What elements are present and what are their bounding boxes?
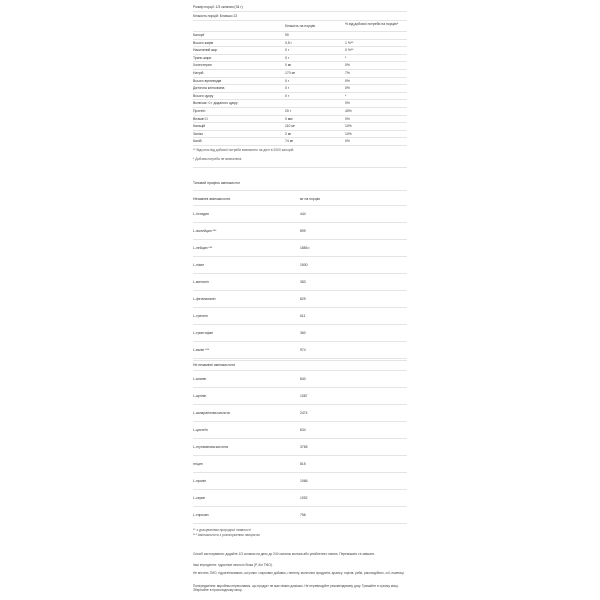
divider: [193, 205, 407, 206]
divider: [193, 69, 407, 70]
divider: [193, 92, 407, 93]
nutrition-footnote: * Добова потреба не визначена.: [193, 157, 243, 161]
divider: [193, 31, 407, 32]
nutrient-name: Вітамін D: [193, 116, 208, 121]
amino-amount: 756: [300, 513, 306, 517]
amino-amount: 444: [300, 212, 306, 216]
nutrient-daily-value: 10%: [345, 124, 352, 129]
warning-text: Попередження: виробник переконався, що продукт не має ніяких домішок. Не перевищуйте рекомендовану дозу. Тримайте в сухому місці. Зберігайте в прохолодному місці.: [193, 584, 399, 592]
divider: [193, 438, 407, 439]
nutrient-daily-value: 0%: [345, 86, 350, 91]
serving-count: Кількість порцій: Близько 22: [193, 14, 238, 18]
amino-col-name: Незамінні амінокислоти: [193, 197, 231, 201]
divider: [193, 54, 407, 55]
amino-name: L-пролін: [193, 479, 207, 483]
divider: [193, 273, 407, 274]
nutrient-name: Кальцій: [193, 124, 206, 129]
nutrient-amount: 2 мг: [285, 131, 292, 136]
amino-amount: 829: [300, 297, 306, 301]
nutrient-amount: 170 мг: [285, 71, 296, 75]
nutrient-daily-value: 1 %**: [345, 40, 354, 45]
divider: [193, 11, 407, 12]
divider: [193, 46, 407, 47]
nutrition-col-daily: % від добової потреби на порцію*: [345, 22, 399, 26]
divider: [193, 341, 407, 342]
nutrient-name: Холестерин: [193, 63, 212, 68]
nutrition-col-amount: Кількість на порцію: [285, 24, 316, 28]
amino-amount: 383: [300, 280, 306, 284]
divider: [193, 421, 407, 422]
nutrient-daily-value: 0%: [345, 101, 350, 106]
amino-amount: 1856 г.: [300, 246, 311, 250]
amino-name: L-лейцин ***: [193, 246, 213, 250]
divider: [193, 523, 407, 524]
nutrient-name: Всього жирів: [193, 40, 214, 45]
divider: [193, 222, 407, 223]
divider: [193, 404, 407, 405]
divider: [193, 387, 407, 388]
amino-name: L-фенілаланін: [193, 297, 216, 301]
nutrient-daily-value: 40%: [345, 109, 352, 113]
amino-name: L-ізолейцин ***: [193, 229, 217, 233]
divider: [193, 145, 407, 146]
free-from-text: Не містить ГМО, гідрогенізованих, штучних і харчових добавок, глютену, молочних продуктів, арахісу, горіхів, риби, ракоподібних, сої, пшениці.: [193, 571, 405, 575]
divider: [193, 506, 407, 507]
nutrient-daily-value: 0%: [345, 116, 350, 121]
divider: [193, 122, 407, 123]
amino-name: L-триптофан: [193, 331, 214, 335]
nutrient-name: Включає: 0 г доданого цукру: [193, 101, 238, 106]
nutrient-name: Калій: [193, 139, 202, 144]
nutrient-name: Насичений жир: [193, 48, 218, 53]
divider: [193, 39, 407, 40]
amino-title: Типовий профіль амінокислот: [193, 181, 241, 185]
amino-amount: 840: [300, 377, 306, 381]
divider: [193, 239, 407, 240]
nutrient-daily-value: 0%: [345, 139, 350, 144]
amino-amount: 3765: [300, 445, 308, 449]
nutrient-amount: 0,5 г: [285, 40, 292, 45]
amino-name: L-гістидин: [193, 212, 209, 216]
serving-size: Розмір порції: 1/3 склянки (34 г): [193, 5, 243, 9]
amino-amount: 611: [300, 314, 306, 318]
divider: [193, 370, 407, 371]
divider: [193, 167, 407, 168]
divider: [193, 489, 407, 490]
nutrient-daily-value: 0%: [345, 63, 350, 68]
divider: [193, 290, 407, 291]
amino-name: L-аспарагінова кислота: [193, 411, 230, 415]
amino-name: гліцин: [193, 462, 203, 466]
divider: [193, 472, 407, 473]
amino-amount: 899: [300, 229, 306, 233]
amino-name: L-глутамінова кислота: [193, 445, 228, 449]
amino-footnote: *** Амінокислоти з розгалуженим ланцюгом: [193, 533, 260, 537]
nutrient-daily-value: *: [345, 93, 347, 98]
divider: [193, 84, 407, 85]
nutrient-daily-value: 0%: [345, 78, 350, 83]
nutrient-daily-value: 10%: [345, 131, 352, 136]
amino-amount: 634: [300, 428, 306, 432]
amino-name: L-цистеїн: [193, 428, 208, 432]
nutrient-name: Дієтична клітковина: [193, 86, 225, 91]
amino-name: L-аргінін: [193, 394, 207, 398]
divider: [193, 324, 407, 325]
nutrient-amount: 0 мкг: [285, 116, 293, 121]
divider: [193, 20, 407, 21]
usage-text: Спосіб застосування: додайте 1/3 склянки на день до 240 склянок молока або улюбленого напою. Перемішати та змішати.: [193, 552, 376, 556]
nutrient-amount: 0 мг: [285, 63, 292, 68]
amino-footnote: ** з урахуванням природної наявності: [193, 528, 251, 532]
divider: [193, 307, 407, 308]
nutrient-amount: 74 мг: [285, 139, 294, 144]
amino-amount: 2474: [300, 411, 308, 415]
divider: [193, 256, 407, 257]
nutrient-amount: 20 г: [285, 109, 291, 113]
amino-amount: 815: [300, 462, 306, 466]
nutrient-amount: 0 г: [285, 48, 290, 53]
divider: [193, 130, 407, 131]
nutrition-footnote: ** Відсоток від добової потреби визначено на дієті в 2000 калорій.: [193, 148, 295, 152]
amino-amount: 1500: [300, 263, 308, 267]
divider: [193, 358, 407, 359]
divider: [193, 360, 407, 361]
divider: [193, 77, 407, 78]
amino-name: L-метіонін: [193, 280, 209, 284]
amino-amount: 1092: [300, 496, 308, 500]
nutrient-amount: 110 мг: [285, 124, 295, 129]
amino-col-amount: мг на порцію: [300, 197, 321, 201]
ingredients-text: Інші інгредієнти: гідролізат яєчного білка (P. Кін ТМО).: [193, 563, 273, 567]
nutrient-name: Протеїн: [193, 109, 206, 113]
divider: [193, 455, 407, 456]
divider: [193, 107, 407, 108]
amino-name: L-треонін: [193, 314, 208, 318]
nutrient-name: Калорії: [193, 33, 205, 37]
amino-nonessential-title: Не незамінні амінокислоти: [193, 363, 236, 367]
nutrient-amount: 0 г: [285, 93, 290, 98]
nutrient-daily-value: 0 %**: [345, 48, 354, 53]
nutrient-name: Залізо: [193, 131, 204, 136]
nutrient-amount: 90: [285, 33, 289, 37]
nutrient-name: Натрій: [193, 71, 204, 75]
amino-name: L-аланін: [193, 377, 207, 381]
amino-amount: 1066: [300, 479, 308, 483]
amino-amount: 974: [300, 348, 306, 352]
nutrient-name: Всього вуглеводів: [193, 78, 222, 83]
amino-amount: 1087: [300, 394, 308, 398]
nutrient-name: Всього цукру: [193, 93, 214, 98]
amino-amount: 360: [300, 331, 306, 335]
nutrient-daily-value: 7%: [345, 71, 350, 75]
amino-name: L-тирозин: [193, 513, 209, 517]
nutrient-amount: 0 г: [285, 86, 290, 91]
divider: [193, 137, 407, 138]
amino-name: L-валін ***: [193, 348, 210, 352]
divider: [193, 115, 407, 116]
divider: [193, 61, 407, 62]
nutrient-amount: 0 г: [285, 55, 290, 60]
divider: [193, 190, 407, 191]
amino-name: L-лізин: [193, 263, 205, 267]
amino-name: L-серин: [193, 496, 206, 500]
nutrient-daily-value: *: [345, 55, 347, 60]
nutrient-name: Транс-жири: [193, 55, 212, 60]
nutrient-amount: 0 г: [285, 78, 290, 83]
